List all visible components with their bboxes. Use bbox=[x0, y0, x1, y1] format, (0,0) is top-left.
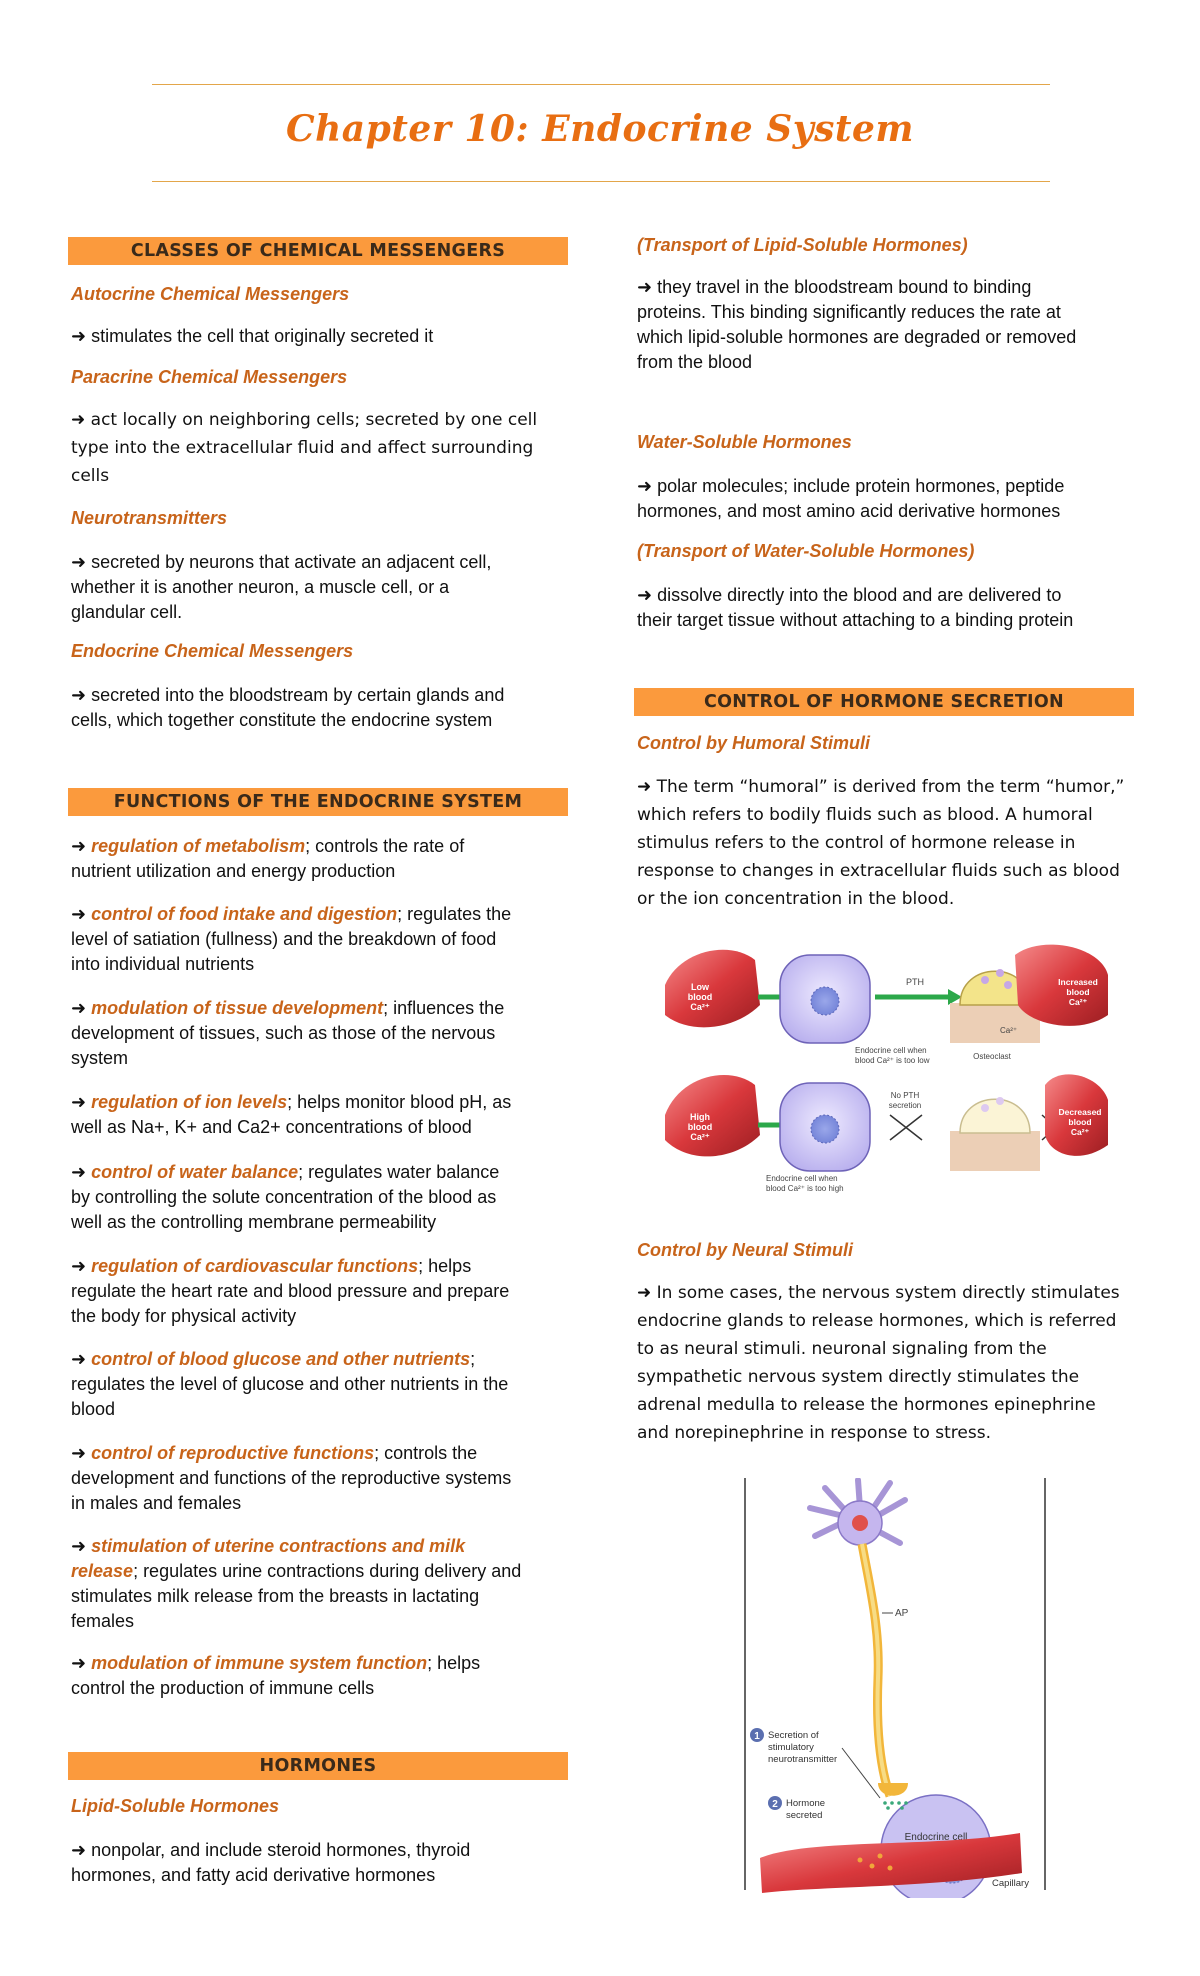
text-line bbox=[71, 902, 511, 927]
low-calcium-vessel bbox=[665, 950, 760, 1028]
function-emphasis: modulation of tissue development bbox=[91, 998, 384, 1018]
label-capillary: Capillary bbox=[992, 1878, 1029, 1889]
text-line: in males and females bbox=[71, 1493, 242, 1513]
label-ca: Ca²⁺ bbox=[690, 1132, 710, 1142]
heading-neural: Control by Neural Stimuli bbox=[637, 1240, 854, 1260]
label-low: Low bbox=[691, 982, 709, 992]
text-line: type into the extracellular fluid and affect surrounding bbox=[71, 438, 534, 458]
text-line bbox=[71, 1090, 511, 1115]
function-item bbox=[71, 1160, 499, 1235]
text-line: ➜ dissolve directly into the blood and are delivered to bbox=[637, 585, 1062, 605]
text-line: which lipid-soluble hormones are degraded or removed bbox=[637, 327, 1077, 347]
text-line bbox=[71, 1160, 499, 1185]
text-line: development and functions of the reproductive systems bbox=[71, 1468, 512, 1488]
text-line: and norepinephrine in response to stress. bbox=[637, 1423, 992, 1443]
text-line: ➜ In some cases, the nervous system directly stimulates bbox=[637, 1283, 1120, 1303]
arrow-icon: ➜ bbox=[71, 1162, 92, 1182]
label-ap: AP bbox=[895, 1608, 909, 1619]
text-line: ➜ act locally on neighboring cells; secreted by one cell bbox=[71, 410, 538, 430]
text-line: ➜ they travel in the bloodstream bound to binding bbox=[637, 277, 1032, 297]
arrow-icon: ➜ bbox=[71, 1536, 92, 1556]
arrow-icon: ➜ bbox=[71, 1092, 92, 1112]
arrow-icon: ➜ bbox=[71, 1256, 92, 1276]
text-line: adrenal medulla to release the hormones epinephrine bbox=[637, 1395, 1096, 1415]
step-1-number: 1 bbox=[754, 1731, 760, 1742]
heading-autocrine: Autocrine Chemical Messengers bbox=[71, 284, 350, 304]
text-line: stimulus refers to the control of hormone release in bbox=[637, 833, 1076, 853]
neural-stimuli-figure bbox=[730, 1478, 1060, 1898]
text-line bbox=[71, 996, 504, 1021]
text-line: glandular cell. bbox=[71, 602, 183, 622]
label-blood: blood bbox=[1066, 987, 1090, 997]
text-line: ➜ nonpolar, and include steroid hormones, thyroid bbox=[71, 1840, 471, 1860]
function-emphasis: modulation of immune system function bbox=[91, 1653, 428, 1673]
function-emphasis: regulation of cardiovascular functions bbox=[91, 1256, 419, 1276]
high-calcium-vessel bbox=[665, 1075, 760, 1156]
arrow-icon: ➜ bbox=[71, 998, 92, 1018]
label-osteoclast: Osteoclast bbox=[973, 1052, 1011, 1061]
text-line: cells, which together constitute the endocrine system bbox=[71, 710, 493, 730]
function-item bbox=[71, 1254, 509, 1329]
text-line: development of tissues, such as those of the nervous bbox=[71, 1023, 496, 1043]
text-line: proteins. This binding significantly reduces the rate at bbox=[637, 302, 1061, 322]
text-endocrine-messengers bbox=[71, 683, 504, 733]
section-band-control: CONTROL OF HORMONE SECRETION bbox=[634, 688, 1134, 716]
vesicle bbox=[981, 976, 989, 984]
text-line: females bbox=[71, 1611, 135, 1631]
text-line: cells bbox=[71, 466, 110, 486]
text-lipid-transport bbox=[637, 275, 1076, 375]
function-description: ; controls the bbox=[374, 1443, 478, 1463]
label-step1-b: stimulatory bbox=[768, 1742, 814, 1753]
function-description: ; regulates water balance bbox=[298, 1162, 500, 1182]
text-line: system bbox=[71, 1048, 129, 1068]
text-line bbox=[71, 834, 464, 859]
arrow-icon: ➜ bbox=[71, 836, 92, 856]
label-ca: Ca²⁺ bbox=[690, 1002, 710, 1012]
function-emphasis: control of blood glucose and other nutrients bbox=[91, 1349, 471, 1369]
arrow-icon: ➜ bbox=[71, 1349, 92, 1369]
text-line: ➜ The term “humoral” is derived from the term “humor,” bbox=[637, 777, 1125, 797]
text-line: blood bbox=[71, 1399, 116, 1419]
label-step1-a: Secretion of bbox=[768, 1730, 819, 1741]
text-line: control the production of immune cells bbox=[71, 1678, 375, 1698]
text-line: into individual nutrients bbox=[71, 954, 255, 974]
text-line: regulate the heart rate and blood pressure and prepare bbox=[71, 1281, 510, 1301]
text-line bbox=[71, 1534, 521, 1559]
text-line: response to changes in extracellular fluids such as blood bbox=[637, 861, 1120, 881]
heading-paracrine: Paracrine Chemical Messengers bbox=[71, 367, 348, 387]
heading-neurotransmitters: Neurotransmitters bbox=[71, 508, 228, 528]
text-line: stimulates milk release from the breasts in lactating bbox=[71, 1586, 480, 1606]
function-item bbox=[71, 1347, 508, 1422]
text-line: their target tissue without attaching to a binding protein bbox=[637, 610, 1074, 630]
text-water-transport bbox=[637, 583, 1073, 633]
label-high: High bbox=[690, 1112, 710, 1122]
nucleus bbox=[811, 987, 839, 1015]
section-band-classes: CLASSES OF CHEMICAL MESSENGERS bbox=[68, 237, 568, 265]
label-blood: blood bbox=[687, 992, 713, 1002]
text-line: nutrient utilization and energy production bbox=[71, 861, 396, 881]
function-description: ; helps bbox=[418, 1256, 472, 1276]
text-line: the body for physical activity bbox=[71, 1306, 297, 1326]
function-emphasis: control of reproductive functions bbox=[91, 1443, 375, 1463]
label-ca: Ca²⁺ bbox=[1070, 1127, 1090, 1137]
text-line: ➜ secreted into the bloodstream by certain glands and bbox=[71, 685, 505, 705]
humoral-stimuli-figure bbox=[660, 935, 1110, 1195]
heading-humoral: Control by Humoral Stimuli bbox=[637, 733, 871, 753]
osteoclast-cell-inactive bbox=[960, 1099, 1030, 1133]
section-band-hormones: HORMONES bbox=[68, 1752, 568, 1780]
label-blood: blood bbox=[1068, 1117, 1092, 1127]
function-item bbox=[71, 1441, 511, 1516]
function-emphasis: regulation of metabolism bbox=[91, 836, 306, 856]
blocked-x-icon bbox=[890, 1115, 922, 1140]
label-step1-c: neurotransmitter bbox=[768, 1754, 838, 1765]
label-endocrine-cell: Endocrine cell bbox=[904, 1832, 968, 1843]
heading-endocrine-messengers: Endocrine Chemical Messengers bbox=[71, 641, 354, 661]
function-description: ; helps monitor blood pH, as bbox=[287, 1092, 512, 1112]
label-increased: Increased bbox=[1058, 977, 1098, 987]
text-neurotransmitters bbox=[71, 550, 491, 625]
text-line: whether it is another neuron, a muscle cell, or a bbox=[71, 577, 450, 597]
vesicle bbox=[996, 969, 1004, 977]
function-description: ; helps bbox=[427, 1653, 481, 1673]
function-emphasis: release bbox=[71, 1561, 134, 1581]
vesicle bbox=[981, 1104, 989, 1112]
title-rule-bottom bbox=[152, 181, 1050, 182]
nucleus bbox=[811, 1115, 839, 1143]
text-line: hormones, and most amino acid derivative hormones bbox=[637, 501, 1061, 521]
text-line bbox=[71, 1559, 521, 1584]
text-line: by controlling the solute concentration of the blood as bbox=[71, 1187, 497, 1207]
arrow-icon: ➜ bbox=[71, 904, 92, 924]
text-line: endocrine glands to release hormones, which is referred bbox=[637, 1311, 1117, 1331]
label-pth: PTH bbox=[906, 977, 924, 987]
function-description: ; regulates urine contractions during delivery and bbox=[133, 1561, 522, 1581]
label-step2-a: Hormone bbox=[786, 1798, 826, 1809]
text-line: which refers to bodily fluids such as blood. A humoral bbox=[637, 805, 1093, 825]
function-emphasis: stimulation of uterine contractions and milk bbox=[91, 1536, 466, 1556]
text-line: hormones, and fatty acid derivative hormones bbox=[71, 1865, 436, 1885]
function-item bbox=[71, 902, 511, 977]
text-line bbox=[71, 1347, 508, 1372]
label-cell-low-2: blood Ca²⁺ is too low bbox=[855, 1056, 930, 1065]
text-line bbox=[71, 1441, 511, 1466]
arrow-icon: ➜ bbox=[71, 1653, 92, 1673]
text-line: ➜ polar molecules; include protein hormones, peptide bbox=[637, 476, 1065, 496]
function-item bbox=[71, 1090, 511, 1140]
function-item bbox=[71, 996, 504, 1071]
arrow-icon: ➜ bbox=[71, 1443, 92, 1463]
function-emphasis: control of water balance bbox=[91, 1162, 299, 1182]
section-band-functions: FUNCTIONS OF THE ENDOCRINE SYSTEM bbox=[68, 788, 568, 816]
function-item bbox=[71, 834, 464, 884]
text-humoral bbox=[637, 773, 1124, 913]
label-ca: Ca²⁺ bbox=[1068, 997, 1088, 1007]
heading-lipid-transport: (Transport of Lipid-Soluble Hormones) bbox=[637, 235, 968, 255]
text-line: sympathetic nervous system directly stimulates the bbox=[637, 1367, 1080, 1387]
neuron-nucleus bbox=[852, 1515, 868, 1531]
heading-water-transport: (Transport of Water-Soluble Hormones) bbox=[637, 541, 975, 561]
label-cell-high-1: Endocrine cell when bbox=[766, 1174, 838, 1183]
function-item bbox=[71, 1651, 480, 1701]
label-blood: blood bbox=[687, 1122, 713, 1132]
text-line: to as neural stimuli. neuronal signaling from the bbox=[637, 1339, 1047, 1359]
heading-lipid-soluble: Lipid-Soluble Hormones bbox=[71, 1796, 280, 1816]
function-description: ; controls the rate of bbox=[305, 836, 465, 856]
function-description: ; regulates the bbox=[397, 904, 512, 924]
axon-terminal bbox=[878, 1783, 908, 1796]
label-ca-small: Ca²⁺ bbox=[1000, 1026, 1018, 1035]
label-cell-high-2: blood Ca²⁺ is too high bbox=[766, 1184, 844, 1193]
text-line: ➜ secreted by neurons that activate an adjacent cell, bbox=[71, 552, 492, 572]
text-lipid-soluble bbox=[71, 1838, 470, 1888]
heading-water-soluble: Water-Soluble Hormones bbox=[637, 432, 852, 452]
text-line bbox=[71, 1651, 480, 1676]
function-description: ; bbox=[470, 1349, 476, 1369]
text-autocrine: ➜ stimulates the cell that originally secreted it bbox=[71, 326, 434, 346]
text-water-soluble bbox=[637, 474, 1064, 524]
label-step2-b: secreted bbox=[786, 1810, 823, 1821]
step-2-number: 2 bbox=[772, 1799, 778, 1810]
function-description: ; influences the bbox=[383, 998, 505, 1018]
title-rule-top bbox=[152, 84, 1050, 85]
text-line: well as the controlling membrane permeability bbox=[71, 1212, 437, 1232]
label-cell-low-1: Endocrine cell when bbox=[855, 1046, 927, 1055]
vesicle bbox=[996, 1097, 1004, 1105]
page-title: Chapter 10: Endocrine System bbox=[285, 108, 915, 150]
text-line: or the ion concentration in the blood. bbox=[637, 889, 955, 909]
function-emphasis: regulation of ion levels bbox=[91, 1092, 288, 1112]
leader-line bbox=[842, 1748, 880, 1798]
function-emphasis: control of food intake and digestion bbox=[91, 904, 398, 924]
text-line: level of satiation (fullness) and the breakdown of food bbox=[71, 929, 497, 949]
vesicle bbox=[1004, 981, 1012, 989]
label-no-pth-1: No PTH bbox=[890, 1091, 920, 1100]
axon bbox=[862, 1544, 890, 1796]
text-paracrine bbox=[71, 406, 537, 490]
text-line: well as Na+, K+ and Ca2+ concentrations of blood bbox=[71, 1117, 472, 1137]
text-line bbox=[71, 1254, 509, 1279]
function-item bbox=[71, 1534, 521, 1634]
label-no-pth-2: secretion bbox=[888, 1101, 922, 1110]
text-line: from the blood bbox=[637, 352, 753, 372]
bone-matrix bbox=[950, 1131, 1040, 1171]
text-neural bbox=[637, 1279, 1120, 1447]
text-line: regulates the level of glucose and other nutrients in the bbox=[71, 1374, 509, 1394]
label-decreased: Decreased bbox=[1058, 1107, 1102, 1117]
